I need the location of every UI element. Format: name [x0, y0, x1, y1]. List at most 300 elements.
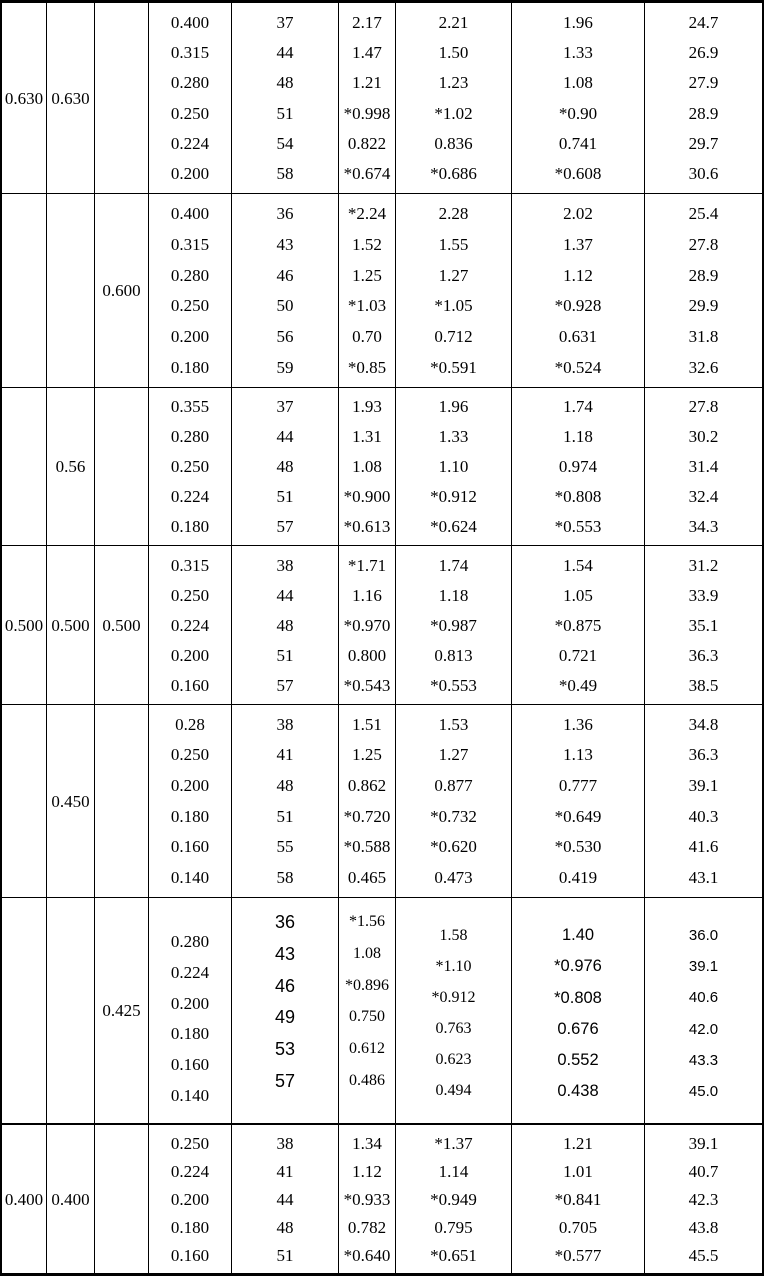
cell-value: 39.1: [688, 958, 719, 976]
cell-value: 0.400: [51, 1189, 90, 1209]
cell-value: 0.877: [434, 776, 473, 796]
stacked-cell-col6: [339, 194, 396, 387]
cell-value: 0.822: [347, 133, 387, 153]
cell-value: *0.928: [554, 296, 602, 316]
cell-value: 1.27: [438, 265, 469, 285]
cell-value: 1.33: [563, 42, 593, 62]
cell-value: 1.47: [352, 42, 382, 62]
cell-value: 48: [276, 73, 294, 93]
row-group-7: [2, 1125, 762, 1273]
cell-value: 0.800: [347, 645, 387, 665]
cell-value: 0.795: [434, 1217, 473, 1237]
cell-value: 45.0: [688, 1082, 719, 1100]
cell-value: 1.01: [563, 1161, 593, 1181]
cell-value: 32.4: [688, 486, 719, 506]
cell-value: 43.8: [688, 1217, 719, 1237]
cell-value: 1.96: [438, 397, 469, 417]
cell-value: 0.180: [170, 358, 210, 378]
cell-value: 38: [276, 555, 294, 575]
cell-value: *0.976: [554, 957, 602, 976]
stacked-cell-col7: [396, 194, 512, 387]
cell-value: 1.13: [563, 745, 593, 765]
cell-value: *0.577: [554, 1245, 602, 1265]
merged-cell-col1: [2, 3, 47, 193]
cell-value: *0.553: [554, 516, 602, 536]
cell-value: 1.08: [352, 456, 382, 476]
cell-value: 0.486: [349, 1072, 385, 1090]
stacked-cell-col4: [149, 898, 232, 1123]
cell-value: 34.3: [688, 516, 719, 536]
cell-value: 0.473: [434, 868, 473, 888]
cell-value: 25.4: [688, 203, 719, 223]
merged-cell-col2: [47, 546, 95, 704]
cell-value: 29.7: [688, 133, 719, 153]
cell-value: *0.588: [343, 837, 391, 857]
merged-cell-col3: [95, 388, 149, 545]
cell-value: 0.612: [349, 1040, 385, 1058]
cell-value: 0.200: [170, 327, 210, 347]
stacked-cell-col7: [396, 898, 512, 1123]
stacked-cell-col6: [339, 546, 396, 704]
cell-value: 0.500: [4, 615, 44, 635]
stacked-cell-col9: [645, 546, 762, 704]
cell-value: 37: [276, 397, 294, 417]
cell-value: 1.34: [352, 1133, 382, 1153]
merged-cell-col1: [2, 705, 47, 897]
cell-value: 0.400: [170, 203, 210, 223]
cell-value: 51: [276, 806, 294, 826]
cell-value: 57: [274, 1071, 296, 1092]
cell-value: 26.9: [688, 42, 719, 62]
cell-value: 0.200: [170, 993, 210, 1013]
cell-value: 27.9: [688, 73, 719, 93]
cell-value: 1.53: [438, 714, 469, 734]
merged-cell-col1: [2, 898, 47, 1123]
row-group-6: [2, 898, 762, 1125]
cell-value: 0.974: [558, 456, 598, 476]
cell-value: 30.6: [688, 164, 719, 184]
cell-value: 0.200: [170, 645, 210, 665]
cell-value: 44: [276, 427, 294, 447]
cell-value: 1.16: [352, 585, 382, 605]
cell-value: 0.280: [170, 265, 210, 285]
merged-cell-col3: [95, 546, 149, 704]
cell-value: 39.1: [688, 1133, 719, 1153]
cell-value: 0.56: [55, 457, 86, 476]
stacked-cell-col4: [149, 194, 232, 387]
cell-value: 0.836: [434, 133, 473, 153]
cell-value: 57: [276, 675, 294, 695]
cell-value: 0.180: [170, 806, 210, 826]
cell-value: 0.280: [170, 931, 210, 951]
cell-value: 0.630: [51, 88, 90, 108]
cell-value: *0.841: [554, 1189, 602, 1209]
cell-value: 0.750: [349, 1008, 385, 1026]
cell-value: 48: [276, 1217, 294, 1237]
cell-value: 58: [276, 868, 294, 888]
stacked-cell-col5: [232, 705, 339, 897]
stacked-cell-col4: [149, 3, 232, 193]
cell-value: *0.970: [343, 615, 391, 635]
cell-value: *0.530: [554, 837, 602, 857]
cell-value: 0.224: [170, 962, 210, 982]
cell-value: *0.608: [554, 164, 602, 184]
cell-value: 0.315: [170, 234, 210, 254]
cell-value: 1.74: [438, 555, 469, 575]
stacked-cell-col7: [396, 1125, 512, 1273]
merged-cell-col2: [47, 705, 95, 897]
cell-value: 1.31: [352, 427, 382, 447]
cell-value: 0.160: [170, 1245, 210, 1265]
merged-cell-col2: [47, 194, 95, 387]
cell-value: 27.8: [688, 397, 719, 417]
cell-value: *1.05: [434, 296, 473, 316]
cell-value: 0.763: [435, 1020, 472, 1038]
cell-value: 0.280: [170, 73, 210, 93]
cell-value: 0.224: [170, 486, 210, 506]
cell-value: *0.987: [430, 615, 477, 635]
cell-value: 40.3: [688, 806, 719, 826]
cell-value: 1.18: [563, 427, 593, 447]
merged-cell-col2: [47, 388, 95, 545]
stacked-cell-col7: [396, 3, 512, 193]
cell-value: 1.50: [438, 42, 469, 62]
cell-value: 0.712: [434, 327, 473, 347]
row-group-1: [2, 3, 762, 194]
cell-value: 0.250: [170, 296, 210, 316]
merged-cell-col3: [95, 705, 149, 897]
cell-value: 34.8: [688, 714, 719, 734]
cell-value: 1.12: [563, 265, 593, 285]
merged-cell-col3: [95, 898, 149, 1123]
stacked-cell-col9: [645, 705, 762, 897]
cell-value: *0.553: [430, 675, 477, 695]
cell-value: 48: [276, 615, 294, 635]
cell-value: 48: [276, 456, 294, 476]
cell-value: 2.02: [563, 203, 593, 223]
cell-value: 0.813: [434, 645, 473, 665]
cell-value: 0.180: [170, 516, 210, 536]
cell-value: 45.5: [688, 1245, 719, 1265]
cell-value: 0.450: [51, 791, 90, 811]
cell-value: 42.3: [688, 1189, 719, 1209]
stacked-cell-col8: [512, 705, 645, 897]
cell-value: 1.52: [352, 234, 382, 254]
cell-value: *0.674: [343, 164, 391, 184]
cell-value: 58: [276, 164, 294, 184]
cell-value: 0.425: [102, 1001, 141, 1020]
stacked-cell-col8: [512, 388, 645, 545]
cell-value: 0.676: [557, 1019, 599, 1038]
stacked-cell-col4: [149, 546, 232, 704]
cell-value: 51: [276, 645, 294, 665]
cell-value: *1.56: [349, 912, 385, 930]
cell-value: 36: [276, 203, 294, 223]
stacked-cell-col9: [645, 1125, 762, 1273]
cell-value: 0.438: [557, 1082, 599, 1101]
cell-value: 0.465: [347, 868, 387, 888]
stacked-cell-col5: [232, 3, 339, 193]
cell-value: *0.591: [430, 358, 477, 378]
cell-value: 1.25: [352, 745, 382, 765]
cell-value: 1.93: [352, 397, 382, 417]
cell-value: 48: [276, 776, 294, 796]
cell-value: 44: [276, 42, 294, 62]
cell-value: 55: [276, 837, 294, 857]
cell-value: 0.721: [558, 645, 598, 665]
stacked-cell-col6: [339, 3, 396, 193]
stacked-cell-col4: [149, 388, 232, 545]
cell-value: 30.2: [688, 427, 719, 447]
cell-value: *0.624: [430, 516, 477, 536]
cell-value: 0.355: [170, 397, 210, 417]
cell-value: *0.90: [558, 103, 598, 123]
cell-value: 57: [276, 516, 294, 536]
row-group-5: [2, 705, 762, 898]
cell-value: 1.37: [563, 234, 593, 254]
cell-value: *0.949: [430, 1189, 477, 1209]
cell-value: 1.08: [353, 944, 381, 962]
stacked-cell-col5: [232, 898, 339, 1123]
merged-cell-col3: [95, 194, 149, 387]
cell-value: 31.4: [688, 456, 719, 476]
cell-value: 24.7: [688, 12, 719, 32]
cell-value: 0.140: [170, 1086, 210, 1106]
cell-value: 0.200: [170, 1189, 210, 1209]
cell-value: 1.36: [563, 714, 593, 734]
cell-value: 44: [276, 585, 294, 605]
stacked-cell-col8: [512, 898, 645, 1123]
cell-value: 38: [276, 1133, 294, 1153]
cell-value: 0.250: [170, 1133, 210, 1153]
cell-value: 43.1: [688, 868, 719, 888]
cell-value: *1.02: [434, 103, 473, 123]
cell-value: 1.18: [438, 585, 469, 605]
cell-value: 53: [274, 1039, 296, 1060]
cell-value: 1.33: [438, 427, 469, 447]
cell-value: 2.28: [438, 203, 469, 223]
cell-value: *0.808: [554, 486, 602, 506]
stacked-cell-col9: [645, 388, 762, 545]
stacked-cell-col6: [339, 1125, 396, 1273]
cell-value: 46: [274, 975, 296, 996]
cell-value: 0.250: [170, 103, 210, 123]
cell-value: *0.900: [343, 486, 391, 506]
cell-value: *0.912: [431, 988, 476, 1006]
cell-value: 29.9: [688, 296, 719, 316]
stacked-cell-col7: [396, 546, 512, 704]
stacked-cell-col4: [149, 1125, 232, 1273]
cell-value: *0.896: [345, 976, 389, 994]
cell-value: 0.250: [170, 745, 210, 765]
cell-value: *1.71: [347, 555, 387, 575]
stacked-cell-col9: [645, 898, 762, 1123]
cell-value: *0.613: [343, 516, 391, 536]
cell-value: 39.1: [688, 776, 719, 796]
cell-value: 28.9: [688, 265, 719, 285]
cell-value: 0.400: [4, 1189, 44, 1209]
cell-value: 28.9: [688, 103, 719, 123]
cell-value: 0.200: [170, 164, 210, 184]
cell-value: 36.3: [688, 645, 719, 665]
cell-value: 1.10: [438, 456, 469, 476]
cell-value: 1.12: [352, 1161, 382, 1181]
cell-value: 42.0: [688, 1020, 719, 1038]
cell-value: 0.180: [170, 1024, 210, 1044]
stacked-cell-col5: [232, 388, 339, 545]
cell-value: 1.08: [563, 73, 593, 93]
cell-value: *1.03: [347, 296, 387, 316]
cell-value: 0.400: [170, 12, 210, 32]
stacked-cell-col5: [232, 1125, 339, 1273]
stacked-cell-col9: [645, 3, 762, 193]
stacked-cell-col4: [149, 705, 232, 897]
cell-value: 1.51: [352, 714, 382, 734]
cell-value: 0.28: [175, 714, 205, 734]
cell-value: 31.2: [688, 555, 719, 575]
cell-value: 49: [274, 1007, 296, 1028]
merged-cell-col1: [2, 546, 47, 704]
cell-value: 1.74: [563, 397, 593, 417]
cell-value: 36.3: [688, 745, 719, 765]
cell-value: *0.732: [430, 806, 477, 826]
cell-value: 43: [276, 234, 294, 254]
cell-value: 44: [276, 1189, 294, 1209]
cell-value: 0.494: [435, 1082, 472, 1100]
cell-value: 1.96: [563, 12, 593, 32]
cell-value: *0.620: [430, 837, 477, 857]
cell-value: 51: [276, 486, 294, 506]
cell-value: 41: [276, 745, 294, 765]
cell-value: 0.782: [347, 1217, 387, 1237]
cell-value: 0.315: [170, 42, 210, 62]
cell-value: 43: [274, 943, 296, 964]
cell-value: *0.640: [343, 1245, 391, 1265]
cell-value: 1.58: [439, 926, 468, 944]
cell-value: 1.21: [563, 1133, 593, 1153]
stacked-cell-col8: [512, 194, 645, 387]
cell-value: *1.10: [435, 957, 472, 975]
stacked-cell-col5: [232, 546, 339, 704]
cell-value: 2.21: [438, 12, 469, 32]
cell-value: 1.21: [352, 73, 382, 93]
cell-value: 0.160: [170, 1055, 210, 1075]
stacked-cell-col6: [339, 388, 396, 545]
cell-value: 1.55: [438, 234, 469, 254]
cell-value: *0.912: [430, 486, 477, 506]
cell-value: 0.224: [170, 1161, 210, 1181]
cell-value: 0.280: [170, 427, 210, 447]
cell-value: 0.160: [170, 675, 210, 695]
cell-value: 51: [276, 1245, 294, 1265]
stacked-cell-col6: [339, 705, 396, 897]
cell-value: 36.0: [688, 927, 719, 945]
cell-value: 1.54: [563, 555, 593, 575]
cell-value: *0.543: [343, 675, 391, 695]
merged-cell-col1: [2, 388, 47, 545]
cell-value: *1.37: [434, 1133, 473, 1153]
cell-value: 37: [276, 12, 294, 32]
cell-value: *0.875: [554, 615, 602, 635]
cell-value: *0.649: [554, 806, 602, 826]
cell-value: 41: [276, 1161, 294, 1181]
cell-value: 59: [276, 358, 294, 378]
cell-value: 0.777: [558, 776, 598, 796]
cell-value: 0.224: [170, 615, 210, 635]
cell-value: *0.686: [430, 164, 477, 184]
cell-value: 40.6: [688, 989, 719, 1007]
cell-value: 0.200: [170, 776, 210, 796]
cell-value: 31.8: [688, 327, 719, 347]
cell-value: 0.70: [352, 327, 382, 347]
cell-value: 1.23: [438, 73, 469, 93]
merged-cell-col2: [47, 898, 95, 1123]
cell-value: 27.8: [688, 234, 719, 254]
row-group-4: [2, 546, 762, 705]
merged-cell-col3: [95, 3, 149, 193]
cell-value: 56: [276, 327, 294, 347]
merged-cell-col1: [2, 1125, 47, 1273]
cell-value: 0.600: [102, 281, 141, 300]
stacked-cell-col7: [396, 705, 512, 897]
stacked-cell-col8: [512, 1125, 645, 1273]
cell-value: *0.933: [343, 1189, 391, 1209]
merged-cell-col2: [47, 3, 95, 193]
stacked-cell-col9: [645, 194, 762, 387]
cell-value: 38: [276, 714, 294, 734]
cell-value: 36: [274, 911, 296, 932]
cell-value: 0.623: [435, 1051, 472, 1069]
cell-value: 1.05: [563, 585, 593, 605]
cell-value: 43.3: [688, 1051, 719, 1069]
cell-value: *0.998: [343, 103, 391, 123]
cell-value: *0.720: [343, 806, 391, 826]
cell-value: 41.6: [688, 837, 719, 857]
cell-value: 32.6: [688, 358, 719, 378]
row-group-3: [2, 388, 762, 546]
cell-value: 0.224: [170, 133, 210, 153]
stacked-cell-col6: [339, 898, 396, 1123]
cell-value: *2.24: [347, 203, 387, 223]
cell-value: 0.140: [170, 868, 210, 888]
cell-value: 0.705: [558, 1217, 598, 1237]
cell-value: 2.17: [352, 12, 382, 32]
cell-value: *0.808: [554, 988, 602, 1007]
cell-value: 35.1: [688, 615, 719, 635]
cell-value: 33.9: [688, 585, 719, 605]
cell-value: 1.27: [438, 745, 469, 765]
cell-value: 51: [276, 103, 294, 123]
cell-value: 0.741: [558, 133, 598, 153]
cell-value: 0.552: [557, 1050, 599, 1069]
cell-value: 1.25: [352, 265, 382, 285]
stacked-cell-col8: [512, 546, 645, 704]
cell-value: 1.14: [438, 1161, 469, 1181]
cell-value: 50: [276, 296, 294, 316]
cell-value: 0.631: [558, 327, 598, 347]
stacked-cell-col8: [512, 3, 645, 193]
cell-value: *0.651: [430, 1245, 477, 1265]
cell-value: *0.49: [558, 675, 598, 695]
row-group-2: [2, 194, 762, 388]
cell-value: 0.500: [102, 615, 141, 635]
cell-value: 0.500: [51, 615, 90, 635]
cell-value: 38.5: [688, 675, 719, 695]
cell-value: 0.250: [170, 585, 210, 605]
cell-value: 54: [276, 133, 294, 153]
merged-cell-col1: [2, 194, 47, 387]
cell-value: 0.315: [170, 555, 210, 575]
